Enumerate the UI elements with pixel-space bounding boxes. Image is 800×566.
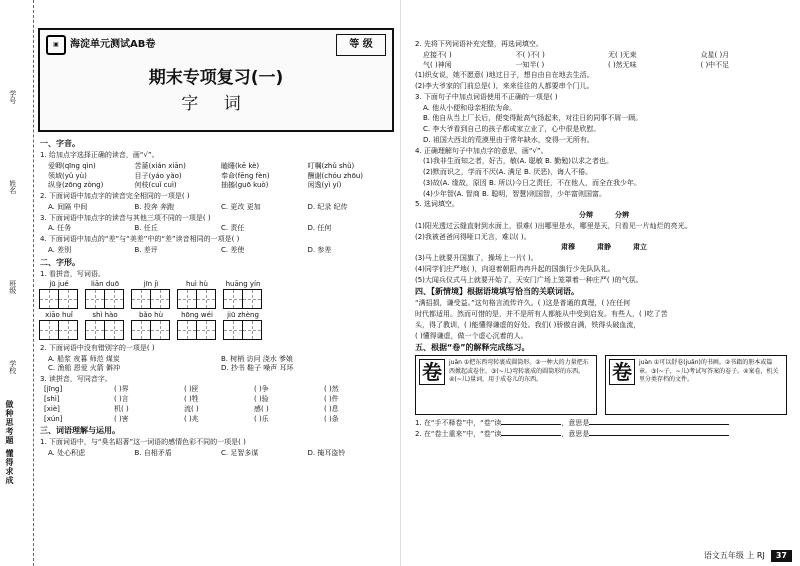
q1-item[interactable]: 叮嘱(zhǔ shǔ)	[307, 161, 355, 170]
option[interactable]: A. 间隔 中间	[48, 202, 88, 211]
pinyin-item	[40, 311, 78, 340]
blank[interactable]: ( )中不足	[700, 60, 730, 69]
option[interactable]: A. 处心积虑	[48, 449, 86, 457]
brand-name: 海淀单元测试AB卷	[70, 38, 156, 50]
question-r2: 3. 下面句子中加点词语使用不正确的一项是( )	[415, 92, 558, 101]
q5a-tail: ，意思是	[561, 419, 590, 428]
sentence[interactable]: (3)马上就要升国旗了，操场上一片( )。	[415, 254, 538, 262]
pinyin-item	[178, 280, 216, 309]
option[interactable]: D. 祖国大西北的荒漠里由于常年缺水，变得一无所有。	[423, 135, 594, 144]
section-pronunciation: 一、字音。	[40, 139, 80, 148]
right-content	[415, 38, 793, 441]
question-r1: 2. 先将下列词语补充完整，再选词填空。	[415, 40, 543, 48]
r1-row	[415, 61, 793, 70]
q1-item[interactable]: 抽搐(guō kuò)	[221, 181, 269, 190]
blank[interactable]: 一知半( )	[515, 60, 545, 69]
r1-row	[415, 51, 793, 60]
blank[interactable]: ( )害	[114, 414, 129, 423]
sentence[interactable]: (1)织女说，她不愿意( )地过日子，想自由自在地去生活。	[415, 71, 594, 80]
question-5: 1. 看拼音，写词语。	[40, 269, 105, 278]
option[interactable]: C. 足智多谋	[221, 449, 259, 457]
option[interactable]: C. 李大爷看到自己的孩子都成家立业了，心中很是欣慰。	[423, 125, 601, 133]
pinyin-item	[40, 280, 78, 309]
q3-options	[40, 224, 394, 233]
writing-boxes[interactable]	[132, 320, 170, 340]
q1-row	[40, 162, 394, 171]
blank[interactable]: 应接不( )	[423, 50, 452, 59]
blank[interactable]: 流( )	[184, 404, 199, 413]
option[interactable]: D. 任何	[307, 224, 332, 233]
writing-boxes[interactable]	[178, 289, 216, 309]
q1-item[interactable]: 闲逸(yì yí)	[307, 181, 342, 190]
sidebar-motto: 做种思考题 懂得求成	[5, 400, 14, 485]
q8-options	[40, 449, 394, 458]
sentence[interactable]: (5)大闻兵仪式马上就要开始了，天安门广场上笼罩着一种庄严( )的气氛。	[415, 275, 643, 284]
blank[interactable]: 感( )	[254, 404, 269, 413]
paragraph-line[interactable]: ( )懂得谦虚，做一个虚心沉着的人。	[415, 331, 528, 340]
question-2: 2. 下面词语中加点字的读音完全相同的一项是( )	[40, 192, 190, 200]
q7-row: [jīng] ( )界 ( )匣 ( )争 ( )然	[40, 385, 394, 394]
blank[interactable]	[501, 435, 561, 436]
pinyin-text: liān duō	[90, 280, 119, 289]
option[interactable]: B. 自相矛盾	[134, 449, 172, 457]
word: 分辨	[615, 211, 629, 219]
word: 肃静	[597, 243, 611, 252]
blank[interactable]: ( )乐	[254, 414, 269, 423]
dict-text: juǎn ①把东西弯转裹成圆筒形。②一种大的力量把东西掀起或卷住。③(~儿)弯转裹成的圆筒形的东西。④(~儿)量词，用于成卷儿的东西。	[449, 359, 589, 384]
sidebar	[0, 0, 34, 566]
word-bank-1	[415, 211, 793, 220]
q1-item[interactable]: 苦蔷(xián xiān)	[134, 161, 186, 170]
blank[interactable]: ( )条	[324, 414, 339, 423]
pinyin-text: jīn jì	[143, 280, 159, 289]
blank[interactable]: 众星( )月	[700, 50, 730, 59]
option[interactable]: C. 差使	[221, 245, 245, 254]
blank[interactable]: ( )匣	[184, 385, 199, 394]
word: 肃穆	[561, 243, 575, 252]
blank[interactable]: 不( )不( )	[515, 50, 545, 59]
option[interactable]: B. 任丘	[134, 224, 158, 233]
blank[interactable]: ( )件	[324, 395, 339, 403]
question-8: 1. 下面词语中，与“臭名昭著”这一词语的感情色彩不同的一项是( )	[40, 438, 246, 447]
section-writing: 二、字形。	[40, 257, 80, 267]
option[interactable]: D. 参差	[307, 245, 332, 254]
q5b	[415, 430, 793, 439]
writing-boxes[interactable]	[132, 289, 170, 309]
q5a-text: 1. 在“手不释卷”中，“卷”读	[415, 419, 502, 428]
blank[interactable]	[589, 424, 729, 425]
sentence[interactable]: (2)李大爷家的门前总是( )，来来往往的人都要串个门儿。	[415, 82, 594, 90]
q1-item[interactable]: 领域(yǔ yù)	[48, 171, 87, 180]
q4-options	[40, 246, 394, 255]
q5a	[415, 419, 793, 428]
q6-options	[40, 355, 394, 364]
option[interactable]: B. 差评	[134, 245, 158, 254]
section-vocab: 三、词语理解与运用。	[40, 426, 120, 436]
pinyin-text: shì hào	[92, 311, 118, 320]
pinyin-item	[86, 280, 124, 309]
dict-entries	[415, 355, 793, 415]
question-7: 3. 读拼音，写同音字。	[40, 374, 112, 383]
q1-item[interactable]: 何枝(cuǐ cuì)	[134, 181, 177, 190]
pinyin-text: huì hù	[186, 280, 208, 289]
option[interactable]: A. 差别	[48, 245, 72, 254]
option[interactable]: A. 他从小便和母亲相依为命。	[423, 103, 517, 112]
option[interactable]: C. 更改 更加	[221, 202, 261, 211]
question-3: 3. 下面词语中加点字的读音与其他三项不同的一项是( )	[40, 213, 211, 222]
pinyin-text: xiāo huǐ	[45, 311, 73, 320]
word: 肃立	[633, 243, 647, 252]
sentence[interactable]: (4)同学们庄严地( )，向迎着朝阳冉冉升起的国旗行少先队队礼。	[415, 264, 615, 273]
dict-char: 卷	[419, 359, 445, 385]
option[interactable]: B. 投奔 奔跑	[134, 202, 174, 211]
pinyin-text: bǎo hù	[138, 311, 164, 320]
blank[interactable]: ( )然无味	[608, 60, 637, 69]
option[interactable]: B. 树梢 访问 浇水 爹娘	[221, 355, 293, 363]
question-6: 2. 下面词语中没有错别字的一项是( )	[40, 344, 155, 353]
dict-entry-juan4	[605, 355, 787, 415]
book-label: 语文五年级 上 RJ	[703, 551, 765, 560]
pinyin-text: jiū zhèng	[227, 311, 259, 320]
pinyin-item	[224, 311, 262, 340]
page-title: 期末专项复习(一)	[148, 68, 284, 88]
blank[interactable]: ( )验	[254, 395, 269, 403]
writing-boxes[interactable]	[40, 320, 78, 340]
page-number: 37	[771, 550, 792, 562]
pinyin-item	[132, 311, 170, 340]
page-subtitle: 字 词	[181, 94, 251, 114]
blank[interactable]	[589, 435, 729, 436]
q5b-tail: ，意思是	[561, 430, 590, 438]
word-bank-2	[415, 243, 793, 252]
blank[interactable]: ( )兆	[184, 414, 199, 423]
label-name: 姓名	[8, 180, 17, 194]
right-page	[400, 0, 800, 566]
sentence[interactable]: (2)默而识之，学而不厌(A. 满足 B. 厌恶)，诲人不倦。	[423, 168, 592, 176]
pinyin-item	[86, 311, 124, 340]
sentence[interactable]: (3)故(A. 缘故，原因 B. 所以)今日之责任，不在他人，而全在我少年。	[423, 178, 641, 187]
pinyin-text: huāng yín	[225, 280, 261, 289]
q1-row	[40, 172, 394, 181]
label-student-no: 学号	[8, 90, 17, 104]
blank[interactable]: ( )争	[254, 385, 269, 394]
section-juan: 五、根据“卷”的解释完成练习。	[415, 343, 530, 353]
q1-item[interactable]: 奉命(fēng fèn)	[221, 171, 270, 180]
footer	[704, 550, 792, 562]
sentence[interactable]: (4)少年智(A. 智商 B. 聪明，智慧)则国智，少年富则国富。	[423, 189, 606, 198]
pinyin-item	[178, 311, 216, 340]
option[interactable]: D. 掩耳盗铃	[307, 449, 346, 457]
section-conjunctions: 四、【新情境】根据语境填写恰当的关联词语。	[415, 287, 579, 297]
q7-row: [xiè] 机( ) 流( ) 感( ) ( )息	[40, 405, 394, 414]
paragraph-line[interactable]: 头，得了教训，( )能懂得谦虚的好处。我们( )骄傲自满，铁得头破血流，	[415, 320, 641, 329]
q7-row: [shì] ( )言 ( )牲 ( )验 ( )件	[40, 395, 394, 404]
question-r3: 4. 正确理解句子中加点字的意思，画“√”。	[415, 146, 548, 155]
header-banner	[38, 28, 394, 132]
option[interactable]: D. 纪录 纪传	[307, 202, 348, 211]
sentence[interactable]: (2)我被爸爸问得哑口无言，难以( )。	[415, 232, 531, 241]
sentence[interactable]: (1)阳光透过云缝直射到水面上，很难( )出哪里是水，哪里是天，只看见一片灿烂的亮光。	[415, 221, 692, 230]
q6-options	[40, 364, 394, 373]
option[interactable]: A. 任务	[48, 224, 72, 233]
pinyin-item	[224, 280, 262, 309]
option[interactable]: A. 船浆 夜暮 师范 煤炭	[48, 355, 120, 363]
option[interactable]: D. 抄书 鞋子 噪声 耳环	[221, 363, 294, 372]
q1-item[interactable]: 酬谢(chóu zhōu)	[307, 171, 364, 180]
blank[interactable]: 气( )神闲	[423, 60, 452, 69]
dict-char: 卷	[609, 359, 635, 385]
question-4: 4. 下面词语中加点的“差”与“美差”中的“差”读音相同的一项是( )	[40, 235, 240, 243]
blank[interactable]: ( )言	[114, 395, 129, 403]
blank[interactable]: 无( )无束	[608, 50, 637, 59]
option[interactable]: C. 责任	[221, 224, 245, 233]
blank[interactable]: ( )牲	[184, 395, 199, 403]
pinyin-row-2	[40, 311, 394, 340]
dict-entry-juan3	[415, 355, 597, 415]
writing-boxes[interactable]	[224, 320, 262, 340]
pinyin-item	[132, 280, 170, 309]
writing-boxes[interactable]	[86, 289, 124, 309]
pinyin-row-1	[40, 280, 394, 309]
blank[interactable]: ( )息	[324, 404, 339, 413]
writing-boxes[interactable]	[224, 289, 262, 309]
paragraph-line[interactable]: “满招损，谦受益。”这句格言流传许久。( )这是普通的真理，( )在任何	[415, 299, 631, 308]
question-1: 1. 给加点字选择正确的读音，画“√”。	[40, 151, 159, 159]
q1-item[interactable]: 目子(yáo yào)	[134, 171, 182, 180]
writing-boxes[interactable]	[40, 289, 78, 309]
blank[interactable]	[501, 424, 561, 425]
q5b-text: 2. 在“卷土重来”中，“卷”读	[415, 430, 502, 438]
q1-row	[40, 181, 394, 190]
sentence[interactable]: (1)我非生而知之者，好古，敏(A. 聪敏 B. 勤勉)以求之者也。	[423, 157, 613, 166]
option[interactable]: C. 渔船 恩爱 火箭 僻冲	[48, 363, 121, 372]
blank[interactable]: ( )然	[324, 385, 339, 394]
logo-icon: ▣	[46, 35, 66, 55]
q7-row: [xún] ( )害 ( )兆 ( )乐 ( )条	[40, 415, 394, 424]
blank[interactable]: 机( )	[114, 404, 129, 413]
q1-item[interactable]: 纵身(zōng zòng)	[48, 181, 104, 190]
paragraph-line[interactable]: 时代都适用。然而可惜的是，并不是所有人都能从中受到启发。有些人，( )吃了苦	[415, 310, 668, 318]
pinyin-text: jū jué	[49, 280, 69, 289]
label-class: 班级	[8, 280, 17, 294]
label-school: 学校	[8, 360, 17, 374]
left-content	[40, 136, 394, 458]
question-r4: 5. 选词填空。	[415, 200, 459, 209]
word: 分辩	[579, 211, 593, 219]
pinyin-text: hōng wéi	[181, 311, 213, 320]
writing-boxes[interactable]	[86, 320, 124, 340]
q2-options	[40, 203, 394, 212]
blank[interactable]: ( )界	[114, 385, 129, 394]
brand	[46, 34, 155, 56]
q1-item[interactable]: 爱卿(qīng qìn)	[48, 161, 96, 170]
dict-text: juàn ①可以舒卷(juǎn)的书画。②书籍的册本或篇章。③(~子，~儿)考试写答案的卷子。④案卷，机关里分类存档的文件。	[639, 359, 779, 384]
q1-item[interactable]: 瞌睡(kē kè)	[221, 161, 260, 170]
option[interactable]: B. 他自从当上厂长后，便变得趾高气扬起来，对往日的同事不屑一顾。	[423, 114, 643, 123]
grade-box: 等 级	[336, 34, 386, 56]
writing-boxes[interactable]	[178, 320, 216, 340]
